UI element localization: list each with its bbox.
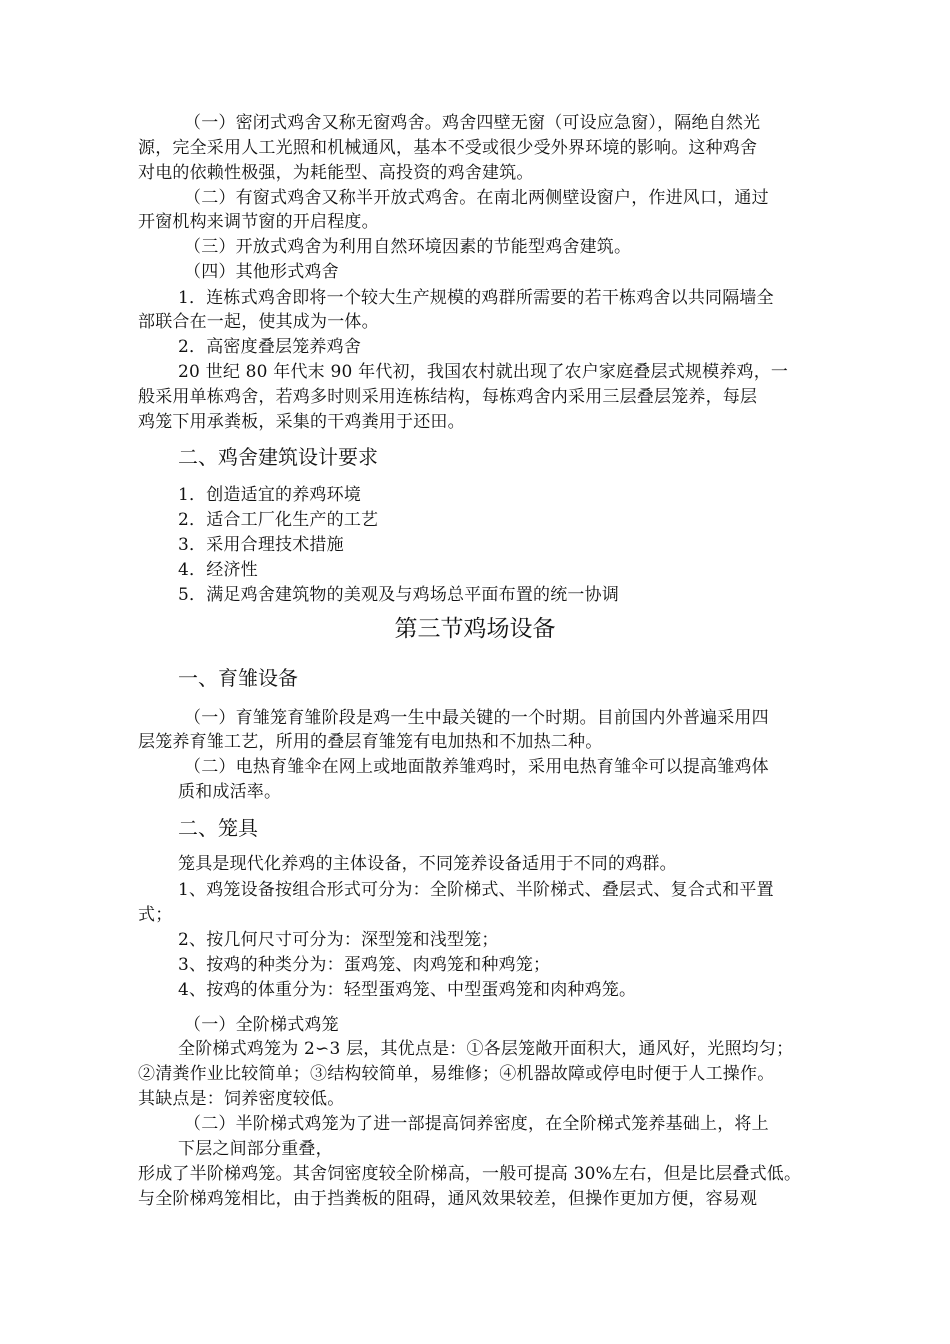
list-item: 2、按几何尺寸可分为：深型笼和浅型笼；: [178, 930, 499, 950]
paragraph-line: 式；: [138, 905, 173, 925]
paragraph-line: 笼具是现代化养鸡的主体设备，不同笼养设备适用于不同的鸡群。: [178, 854, 677, 874]
chapter-title: 第三节鸡场设备: [394, 616, 556, 642]
paragraph-line: 20 世纪 80 年代末 90 年代初，我国农村就出现了农户家庭叠层式规模养鸡，一: [178, 362, 789, 382]
paragraph-line: （一）密闭式鸡舍又称无窗鸡舍。鸡舍四壁无窗（可设应急窗），隔绝自然光: [184, 113, 761, 133]
paragraph-line: （三）开放式鸡舍为利用自然环境因素的节能型鸡舍建筑。: [184, 237, 632, 257]
list-item: 2．高密度叠层笼养鸡舍: [178, 337, 362, 357]
list-item: 4、按鸡的体重分为：轻型蛋鸡笼、中型蛋鸡笼和肉种鸡笼。: [178, 980, 637, 1000]
list-item: 3．采用合理技术措施: [178, 535, 344, 555]
paragraph-line: 与全阶梯鸡笼相比，由于挡粪板的阻碍，通风效果较差，但操作更加方便，容易观: [138, 1189, 758, 1209]
section-heading: 二、鸡舍建筑设计要求: [178, 445, 378, 469]
paragraph-line: 下层之间部分重叠，: [178, 1139, 333, 1159]
paragraph-line: 形成了半阶梯鸡笼。其舍饲密度较全阶梯高，一般可提高 30%左右，但是比层叠式低。: [138, 1164, 802, 1184]
list-item: 4．经济性: [178, 560, 258, 580]
section-heading: 二、笼具: [178, 816, 258, 840]
paragraph-line: 对电的依赖性极强，为耗能型、高投资的鸡舍建筑。: [138, 163, 534, 183]
section-heading: 一、育雏设备: [178, 666, 298, 690]
subheading-line: （一）全阶梯式鸡笼: [184, 1015, 339, 1035]
list-item: 1．创造适宜的养鸡环境: [178, 485, 362, 505]
paragraph-line: （二）半阶梯式鸡笼为了进一部提高饲养密度，在全阶梯式笼养基础上，将上: [184, 1114, 769, 1134]
paragraph-line: 质和成活率。: [178, 782, 282, 802]
list-item: 2．适合工厂化生产的工艺: [178, 510, 379, 530]
paragraph-line: 部联合在一起，使其成为一体。: [138, 312, 379, 332]
paragraph-line: 开窗机构来调节窗的开启程度。: [138, 212, 379, 232]
paragraph-line: （二）电热育雏伞在网上或地面散养雏鸡时，采用电热育雏伞可以提高雏鸡体: [184, 757, 769, 777]
paragraph-line: 源，完全采用人工光照和机械通风，基本不受或很少受外界环境的影响。这种鸡舍: [138, 138, 758, 158]
paragraph-line: 其缺点是：饲养密度较低。: [138, 1089, 345, 1109]
paragraph-line: ②清粪作业比较简单；③结构较简单，易维修；④机器故障或停电时便于人工操作。: [138, 1064, 775, 1084]
list-item: 1、鸡笼设备按组合形式可分为：全阶梯式、半阶梯式、叠层式、复合式和平置: [178, 880, 774, 900]
paragraph-line: 层笼养育雏工艺，所用的叠层育雏笼有电加热和不加热二种。: [138, 732, 603, 752]
list-item: 3、按鸡的种类分为：蛋鸡笼、肉鸡笼和种鸡笼；: [178, 955, 551, 975]
paragraph-line: 鸡笼下用承粪板，采集的干鸡粪用于还田。: [138, 412, 465, 432]
subheading-line: （四）其他形式鸡舍: [184, 262, 339, 282]
paragraph-line: （二）有窗式鸡舍又称半开放式鸡舍。在南北两侧壁设窗户，作进风口，通过: [184, 188, 769, 208]
paragraph-line: 全阶梯式鸡笼为 2∽3 层，其优点是：①各层笼敞开面积大，通风好，光照均匀；: [178, 1039, 794, 1059]
paragraph-line: 般采用单栋鸡舍，若鸡多时则采用连栋结构，每栋鸡舍内采用三层叠层笼养，每层: [138, 387, 758, 407]
paragraph-line: （一）育雏笼育雏阶段是鸡一生中最关键的一个时期。目前国内外普遍采用四: [184, 708, 769, 728]
list-item: 1．连栋式鸡舍即将一个较大生产规模的鸡群所需要的若干栋鸡舍以共同隔墙全: [178, 288, 774, 308]
list-item: 5．满足鸡舍建筑物的美观及与鸡场总平面布置的统一协调: [178, 585, 620, 605]
